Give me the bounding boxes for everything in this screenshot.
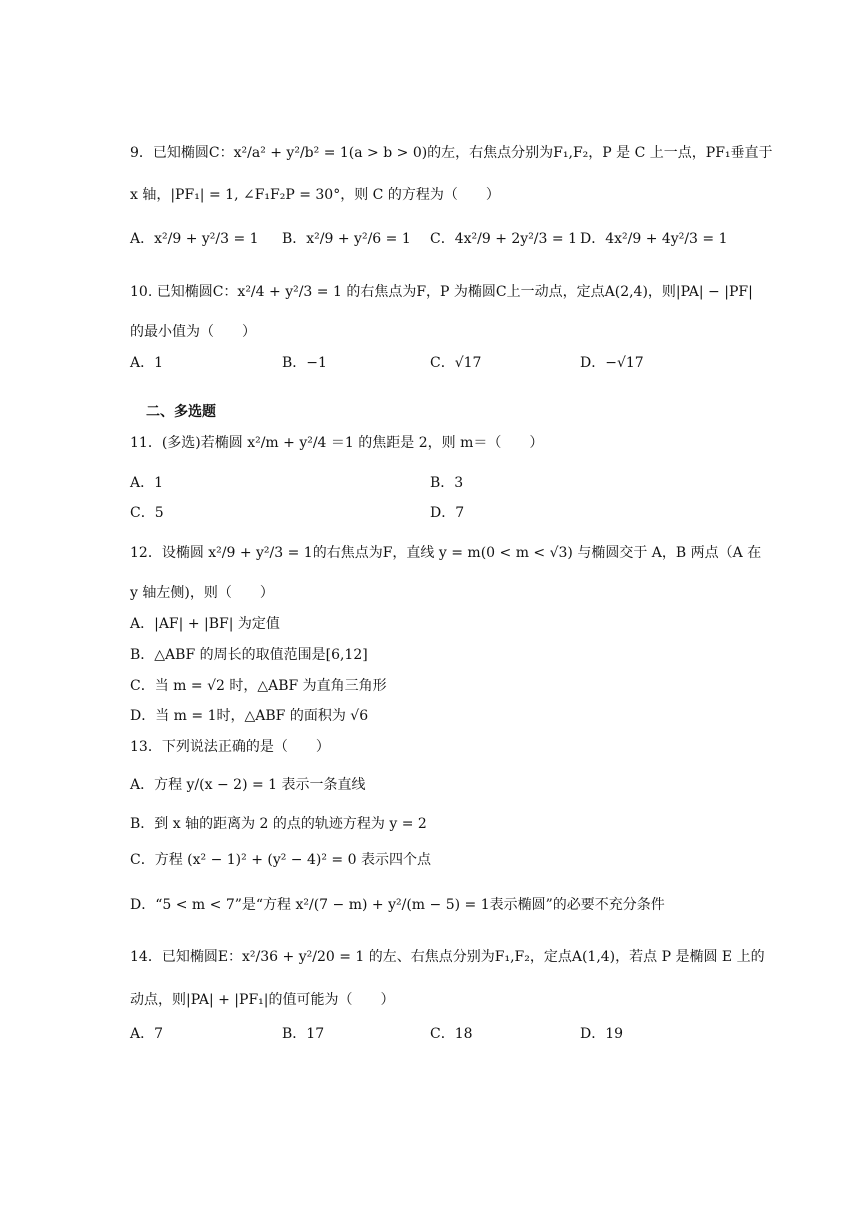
q10-option-b: B．−1 — [282, 355, 327, 371]
q10-option-c: C．√17 — [430, 355, 482, 371]
q10-stem-line1: 10. 已知椭圆C：x²/4 + y²/3 = 1 的右焦点为F，P 为椭圆C上一动点，定点A(2,4)，则|PA| − |PF| — [130, 284, 753, 300]
q14-option-a: A．7 — [130, 1026, 164, 1042]
q13-option-a: A．方程 y/(x − 2) = 1 表示一条直线 — [130, 777, 366, 793]
q14-stem-line1: 14．已知椭圆E：x²/36 + y²/20 = 1 的左、右焦点分别为F₁,F₂，定点A(1,4)，若点 P 是椭圆 E 上的 — [130, 949, 765, 965]
q13-option-b: B．到 x 轴的距离为 2 的点的轨迹方程为 y = 2 — [130, 816, 427, 832]
q14-stem-line2: 动点，则|PA| + |PF₁|的值可能为（ ） — [130, 992, 395, 1008]
q9-option-c: C．4x²/9 + 2y²/3 = 1 — [430, 231, 577, 247]
q13-option-c: C．方程 (x² − 1)² + (y² − 4)² = 0 表示四个点 — [130, 852, 431, 868]
section-title: 二、多选题 — [146, 404, 216, 420]
q11-option-d: D．7 — [430, 505, 465, 521]
q10-stem-line2: 的最小值为（ ） — [130, 324, 256, 340]
q11-option-a: A．1 — [130, 475, 164, 491]
q14-option-d: D．19 — [580, 1026, 624, 1042]
q12-stem-line2: y 轴左侧)，则（ ） — [130, 585, 274, 601]
q9-option-a: A．x²/9 + y²/3 = 1 — [130, 231, 259, 247]
q9-option-b: B．x²/9 + y²/6 = 1 — [282, 231, 411, 247]
q10-option-a: A．1 — [130, 355, 164, 371]
q11-stem: 11．(多选)若椭圆 x²/m + y²/4 ＝1 的焦距是 2，则 m＝（ ） — [130, 435, 544, 451]
q12-option-c: C．当 m = √2 时，△ABF 为直角三角形 — [130, 678, 387, 694]
q12-option-b: B．△ABF 的周长的取值范围是[6,12] — [130, 647, 368, 663]
q13-option-d: D．“5 < m < 7”是“方程 x²/(7 − m) + y²/(m − 5) = 1表示椭圆”的必要不充分条件 — [130, 897, 665, 913]
q13-stem: 13．下列说法正确的是（ ） — [130, 739, 330, 755]
q9-option-d: D．4x²/9 + 4y²/3 = 1 — [580, 231, 728, 247]
q14-option-b: B．17 — [282, 1026, 325, 1042]
q12-option-a: A．|AF| + |BF| 为定值 — [130, 616, 280, 632]
q9-stem-line2: x 轴，|PF₁| = 1, ∠F₁F₂P = 30°，则 C 的方程为（ ） — [130, 187, 500, 203]
q12-option-d: D．当 m = 1时，△ABF 的面积为 √6 — [130, 708, 369, 724]
q14-option-c: C．18 — [430, 1026, 473, 1042]
q11-option-b: B．3 — [430, 475, 464, 491]
q10-option-d: D．−√17 — [580, 355, 644, 371]
q9-stem-line1: 9．已知椭圆C：x²/a² + y²/b² = 1(a > b > 0)的左，右焦点分别为F₁,F₂，P 是 C 上一点，PF₁垂直于 — [130, 145, 773, 161]
q11-option-c: C．5 — [130, 505, 164, 521]
q12-stem-line1: 12．设椭圆 x²/9 + y²/3 = 1的右焦点为F，直线 y = m(0 < m < √3) 与椭圆交于 A，B 两点（A 在 — [130, 545, 762, 561]
